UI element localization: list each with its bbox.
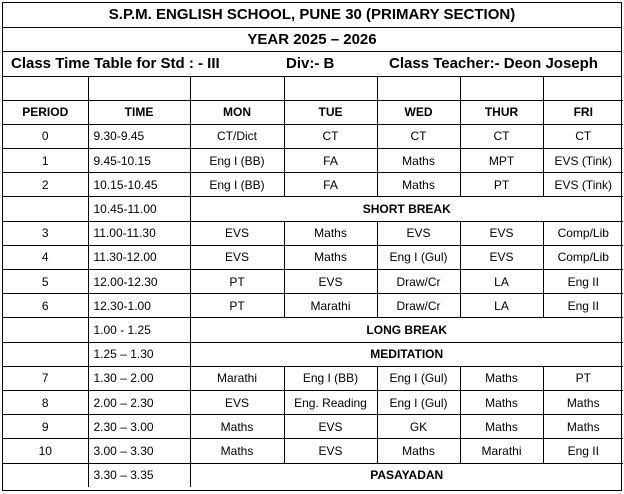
subject-cell-wed: Maths xyxy=(377,149,460,173)
period-row xyxy=(3,366,623,390)
subject-cell-fri: CT xyxy=(543,124,623,148)
break-label: LONG BREAK xyxy=(190,318,623,342)
period-row xyxy=(3,270,623,294)
spacer-row xyxy=(3,77,623,101)
subject-cell-wed: Eng I (Gul) xyxy=(377,245,460,269)
period-cell xyxy=(3,463,88,487)
subject-cell-thur: EVS xyxy=(460,221,543,245)
column-header-time: TIME xyxy=(88,100,190,124)
subject-cell-thur: Marathi xyxy=(460,439,543,463)
time-cell: 3.30 – 3.35 xyxy=(88,463,190,487)
period-cell: 9 xyxy=(3,415,88,439)
period-cell xyxy=(3,342,88,366)
time-cell: 2.30 – 3.00 xyxy=(88,415,190,439)
period-cell: 1 xyxy=(3,149,88,173)
subject-cell-mon: Eng I (BB) xyxy=(190,149,284,173)
class-info-row xyxy=(3,52,621,77)
column-header-wed: WED xyxy=(377,100,460,124)
empty-cell xyxy=(460,77,543,101)
column-header-mon: MON xyxy=(190,100,284,124)
empty-cell xyxy=(3,77,88,101)
time-cell: 1.25 – 1.30 xyxy=(88,342,190,366)
subject-cell-fri: Eng II xyxy=(543,294,623,318)
period-cell: 4 xyxy=(3,245,88,269)
subject-cell-thur: PT xyxy=(460,173,543,197)
std-label: Class Time Table for Std : - III xyxy=(11,55,220,73)
subject-cell-mon: EVS xyxy=(190,390,284,414)
subject-cell-mon: Maths xyxy=(190,439,284,463)
academic-year: YEAR 2025 – 2026 xyxy=(3,28,621,53)
column-header-tue: TUE xyxy=(284,100,377,124)
subject-cell-thur: Maths xyxy=(460,390,543,414)
subject-cell-fri: Maths xyxy=(543,390,623,414)
period-cell: 2 xyxy=(3,173,88,197)
subject-cell-thur: MPT xyxy=(460,149,543,173)
subject-cell-mon: PT xyxy=(190,270,284,294)
subject-cell-mon: Marathi xyxy=(190,366,284,390)
period-row xyxy=(3,390,623,414)
subject-cell-mon: Eng I (BB) xyxy=(190,173,284,197)
break-label: PASAYADAN xyxy=(190,463,623,487)
period-row xyxy=(3,415,623,439)
div-label: Div:- B xyxy=(286,55,335,73)
subject-cell-tue: Maths xyxy=(284,245,377,269)
timetable xyxy=(3,77,623,487)
subject-cell-tue: EVS xyxy=(284,415,377,439)
subject-cell-tue: FA xyxy=(284,173,377,197)
time-cell: 12.00-12.30 xyxy=(88,270,190,294)
period-row xyxy=(3,245,623,269)
subject-cell-wed: Eng I (Gul) xyxy=(377,390,460,414)
period-cell: 6 xyxy=(3,294,88,318)
column-header-thur: THUR xyxy=(460,100,543,124)
period-cell: 8 xyxy=(3,390,88,414)
period-cell: 7 xyxy=(3,366,88,390)
subject-cell-fri: Maths xyxy=(543,415,623,439)
subject-cell-tue: EVS xyxy=(284,439,377,463)
time-cell: 10.15-10.45 xyxy=(88,173,190,197)
column-header-row xyxy=(3,100,623,124)
subject-cell-tue: Marathi xyxy=(284,294,377,318)
subject-cell-tue: FA xyxy=(284,149,377,173)
time-cell: 9.30-9.45 xyxy=(88,124,190,148)
subject-cell-thur: Maths xyxy=(460,415,543,439)
subject-cell-tue: EVS xyxy=(284,270,377,294)
subject-cell-thur: EVS xyxy=(460,245,543,269)
period-cell: 10 xyxy=(3,439,88,463)
period-row xyxy=(3,149,623,173)
subject-cell-tue: Maths xyxy=(284,221,377,245)
subject-cell-tue: CT xyxy=(284,124,377,148)
time-cell: 1.30 – 2.00 xyxy=(88,366,190,390)
break-row xyxy=(3,197,623,221)
break-row xyxy=(3,463,623,487)
empty-cell xyxy=(377,77,460,101)
period-row xyxy=(3,439,623,463)
period-row xyxy=(3,294,623,318)
subject-cell-fri: EVS (Tink) xyxy=(543,149,623,173)
column-header-fri: FRI xyxy=(543,100,623,124)
time-cell: 2.00 – 2.30 xyxy=(88,390,190,414)
break-row xyxy=(3,318,623,342)
period-row xyxy=(3,221,623,245)
empty-cell xyxy=(190,77,284,101)
subject-cell-tue: Eng I (BB) xyxy=(284,366,377,390)
subject-cell-fri: Comp/Lib xyxy=(543,245,623,269)
empty-cell xyxy=(88,77,190,101)
subject-cell-wed: Draw/Cr xyxy=(377,270,460,294)
period-cell: 3 xyxy=(3,221,88,245)
subject-cell-fri: Eng II xyxy=(543,439,623,463)
time-cell: 11.00-11.30 xyxy=(88,221,190,245)
break-label: MEDITATION xyxy=(190,342,623,366)
subject-cell-wed: CT xyxy=(377,124,460,148)
time-cell: 12.30-1.00 xyxy=(88,294,190,318)
subject-cell-fri: Comp/Lib xyxy=(543,221,623,245)
subject-cell-thur: Maths xyxy=(460,366,543,390)
subject-cell-thur: CT xyxy=(460,124,543,148)
subject-cell-wed: Draw/Cr xyxy=(377,294,460,318)
subject-cell-fri: Eng II xyxy=(543,270,623,294)
subject-cell-wed: EVS xyxy=(377,221,460,245)
subject-cell-thur: LA xyxy=(460,294,543,318)
class-teacher-label: Class Teacher:- Deon Joseph xyxy=(389,55,598,73)
subject-cell-mon: CT/Dict xyxy=(190,124,284,148)
subject-cell-tue: Eng. Reading xyxy=(284,390,377,414)
period-cell: 5 xyxy=(3,270,88,294)
break-label: SHORT BREAK xyxy=(190,197,623,221)
subject-cell-wed: Maths xyxy=(377,173,460,197)
subject-cell-fri: PT xyxy=(543,366,623,390)
time-cell: 3.00 – 3.30 xyxy=(88,439,190,463)
subject-cell-mon: EVS xyxy=(190,245,284,269)
subject-cell-fri: EVS (Tink) xyxy=(543,173,623,197)
time-cell: 11.30-12.00 xyxy=(88,245,190,269)
empty-cell xyxy=(543,77,623,101)
period-row xyxy=(3,173,623,197)
period-cell xyxy=(3,318,88,342)
timetable-sheet xyxy=(2,2,622,491)
time-cell: 9.45-10.15 xyxy=(88,149,190,173)
subject-cell-mon: PT xyxy=(190,294,284,318)
period-row xyxy=(3,124,623,148)
subject-cell-mon: Maths xyxy=(190,415,284,439)
subject-cell-wed: Maths xyxy=(377,439,460,463)
time-cell: 1.00 - 1.25 xyxy=(88,318,190,342)
period-cell xyxy=(3,197,88,221)
break-row xyxy=(3,342,623,366)
subject-cell-wed: Eng I (Gul) xyxy=(377,366,460,390)
subject-cell-mon: EVS xyxy=(190,221,284,245)
empty-cell xyxy=(284,77,377,101)
school-title: S.P.M. ENGLISH SCHOOL, PUNE 30 (PRIMARY SECTION) xyxy=(3,3,621,28)
subject-cell-thur: LA xyxy=(460,270,543,294)
period-cell: 0 xyxy=(3,124,88,148)
column-header-period: PERIOD xyxy=(3,100,88,124)
subject-cell-wed: GK xyxy=(377,415,460,439)
time-cell: 10.45-11.00 xyxy=(88,197,190,221)
